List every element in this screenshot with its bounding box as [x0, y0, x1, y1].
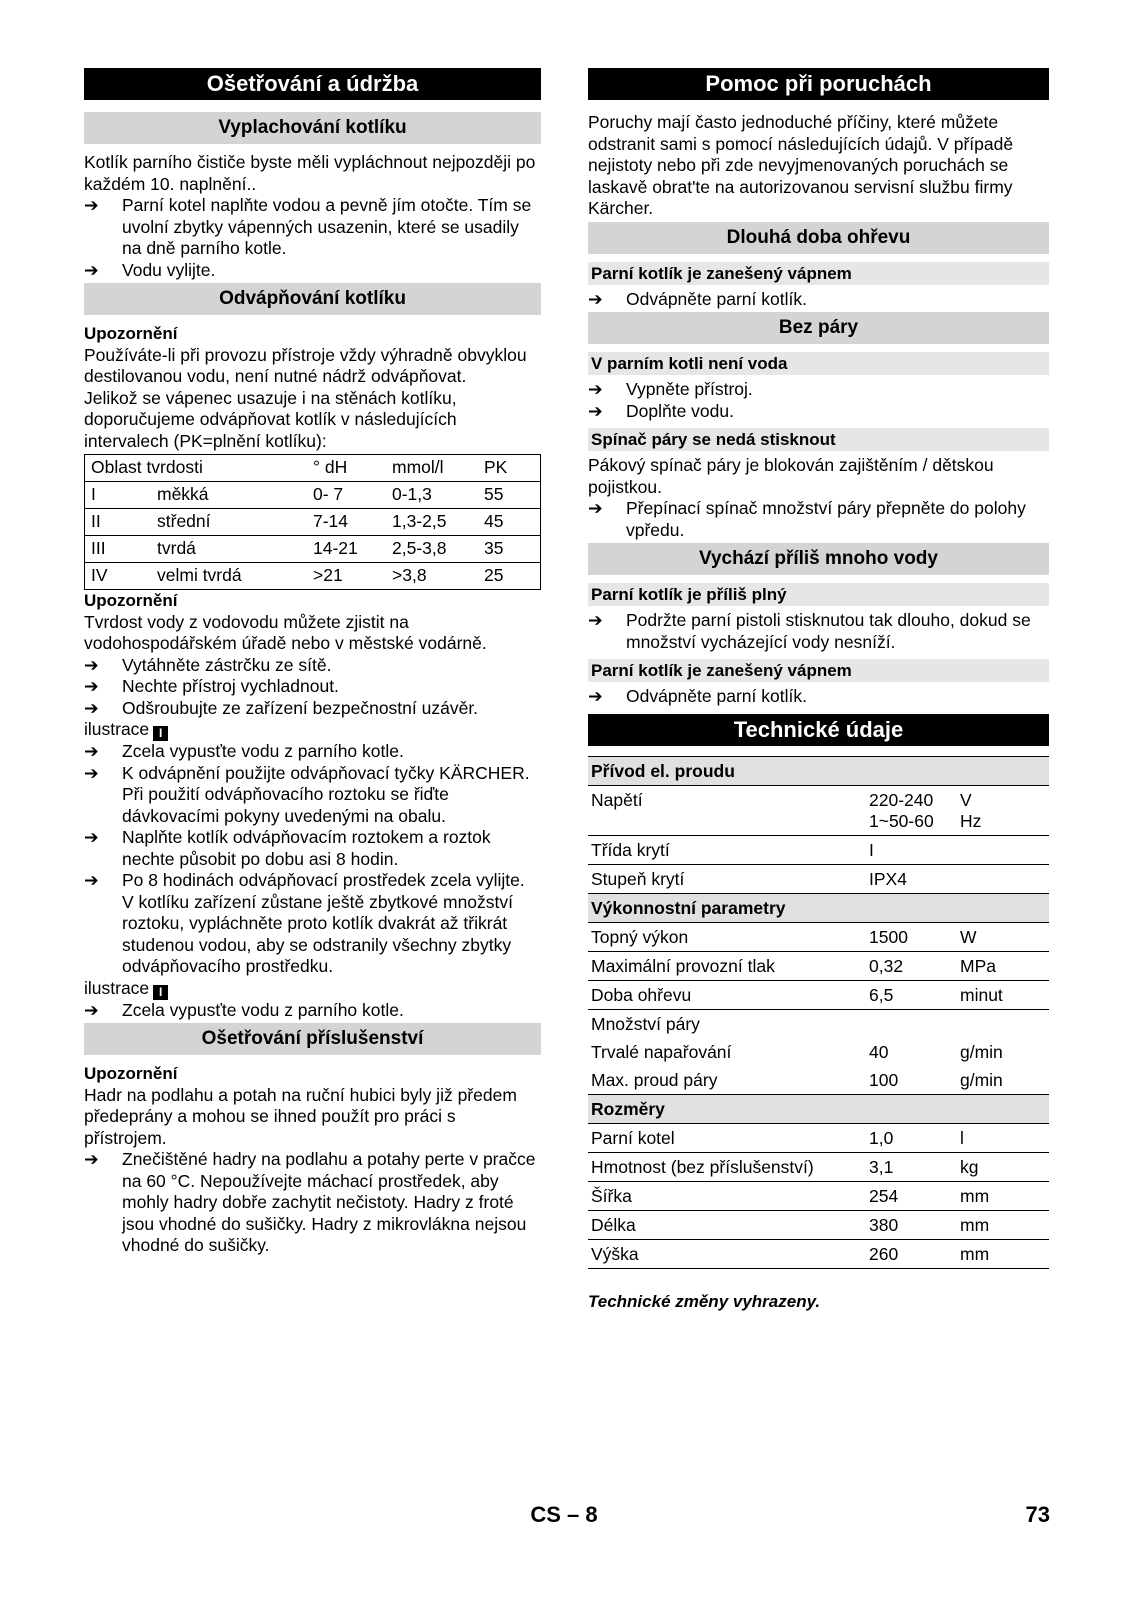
- table-row: Parní kotel 1,0 l: [588, 1123, 1049, 1152]
- list-item: ➔ Doplňte vodu.: [588, 400, 734, 421]
- table-row: Napětí 220-240 1~50-60 V Hz: [588, 785, 1049, 835]
- table-cell: 45: [478, 509, 541, 536]
- table-row: [85, 563, 541, 590]
- heading-no-steam: Bez páry: [588, 312, 1049, 344]
- note-text: Používáte-li při provozu přístroje vždy výhradně obvyklou destilovanou vodu, není nutné nádrž odvápňovat.: [84, 344, 527, 386]
- table-cell: velmi tvrdá: [151, 563, 307, 590]
- illustration-box-icon: I: [153, 726, 168, 741]
- technical-changes-note: Technické změny vyhrazeny.: [588, 1291, 821, 1311]
- list-item: ➔ Zcela vypusťte vodu z parního kotle.: [84, 999, 404, 1020]
- table-header: mmol/l: [386, 455, 478, 482]
- arrow-icon: ➔: [588, 400, 603, 421]
- note-title: Upozornění: [84, 324, 178, 343]
- arrow-icon: ➔: [588, 686, 603, 706]
- table-section-row: Výkonnostní parametry: [588, 893, 1049, 922]
- list-item: ➔ Naplňte kotlík odvápňovacím roztokem a roztok nechte působit po dobu asi 8 hodin.: [84, 827, 491, 869]
- list-item: ➔ Znečištěné hadry na podlahu a potahy perte v pračce na 60 °C. Nepoužívejte máchací prostředek, aby mohly hadry dobře zachytit nečistoty. Hadry z froté jsou vhodné do sušičky. Hadry z mikrovlákna nejsou vhodné do sušičky.: [84, 1149, 536, 1255]
- list-item: ➔ Nechte přístroj vychladnout.: [84, 676, 339, 696]
- table-row: [85, 509, 541, 536]
- table-header-row: [85, 455, 541, 482]
- page-number: 73: [1025, 1502, 1050, 1527]
- rinsing-intro: Kotlík parního čističe byste měli vypláchnout nejpozději po každém 10. naplnění..: [84, 152, 536, 194]
- table-cell: 14-21: [307, 536, 386, 563]
- section-title-technical-data: Technické údaje: [588, 714, 1049, 746]
- note-text: Tvrdost vody z vodovodu můžete zjistit na vodohospodářském úřadě nebo v městské vodárně.: [84, 611, 487, 653]
- table-row: Třída krytí I: [588, 835, 1049, 864]
- section-title-troubleshooting: Pomoc při poruchách: [588, 68, 1049, 100]
- subheading-cause: V parním kotli není voda: [588, 352, 1049, 375]
- arrow-icon: ➔: [84, 259, 99, 280]
- table-cell: >21: [307, 563, 386, 590]
- section-title-care: Ošetřování a údržba: [84, 68, 541, 100]
- table-cell: 0- 7: [307, 482, 386, 509]
- list-item: ➔ K odvápnění použijte odvápňovací tyčky KÄRCHER. Při použití odvápňovacího roztoku se řiďte dávkovacími pokyny uvedenými na obalu.: [84, 762, 530, 826]
- arrow-icon: ➔: [588, 498, 603, 518]
- table-row: Stupeň krytí IPX4: [588, 864, 1049, 893]
- table-header: PK: [478, 455, 541, 482]
- subheading-cause: Parní kotlík je zanešený vápnem: [588, 659, 1049, 682]
- arrow-icon: ➔: [84, 195, 99, 215]
- table-row: Max. proud páry 100 g/min: [588, 1066, 1049, 1095]
- list-item: ➔ Vypněte přístroj.: [588, 379, 753, 399]
- footer-section-label: CS – 8: [530, 1502, 598, 1527]
- arrow-icon: ➔: [588, 379, 603, 399]
- table-cell: tvrdá: [151, 536, 307, 563]
- note-title: Upozornění: [84, 1064, 178, 1083]
- list-item: ➔ Po 8 hodinách odvápňovací prostředek zcela vylijte. V kotlíku zařízení zůstane ještě zbytkové množství roztoku, vypláchněte proto kotlík dvakrát až třikrát studenou vodou, aby se odstranily všechny zbytky odvápňovacího prostředku.: [84, 870, 525, 976]
- table-cell: 7-14: [307, 509, 386, 536]
- heading-too-much-water: Vychází příliš mnoho vody: [588, 543, 1049, 575]
- left-column: [84, 68, 541, 1257]
- troubleshooting-intro: Poruchy mají často jednoduché příčiny, které můžete odstranit sami s pomocí následujících údajů. V případě nejistoty nebo při zde nevyjmenovaných poruchách se laskavě obrat'te na autorizovanou servisní službu firmy Kärcher.: [588, 112, 1014, 218]
- arrow-icon: ➔: [84, 741, 99, 761]
- subheading-cause: Parní kotlík je zanešený vápnem: [588, 262, 1049, 285]
- table-cell: II: [85, 509, 152, 536]
- table-cell: >3,8: [386, 563, 478, 590]
- table-cell: III: [85, 536, 152, 563]
- arrow-icon: ➔: [588, 288, 603, 309]
- list-item: ➔ Vytáhněte zástrčku ze sítě.: [84, 654, 332, 675]
- heading-rinsing: Vyplachování kotlíku: [84, 112, 541, 144]
- arrow-icon: ➔: [84, 676, 99, 696]
- table-row: [85, 536, 541, 563]
- table-row: Topný výkon 1500 W: [588, 922, 1049, 951]
- table-row: [85, 482, 541, 509]
- table-row: Trvalé napařování 40 g/min: [591, 1041, 1003, 1062]
- table-cell: 25: [478, 563, 541, 590]
- table-row: Délka 380 mm: [588, 1210, 1049, 1239]
- list-item: ➔ Zcela vypusťte vodu z parního kotle.: [84, 741, 404, 761]
- heading-descaling: Odvápňování kotlíku: [84, 283, 541, 315]
- list-item: ➔ Odvápněte parní kotlík.: [588, 288, 807, 309]
- table-cell: 1,3-2,5: [386, 509, 478, 536]
- illustration-ref: ilustrace I: [84, 978, 541, 1000]
- arrow-icon: ➔: [84, 1149, 99, 1169]
- illustration-box-icon: I: [153, 985, 168, 1000]
- table-row: Množství páry: [591, 1013, 700, 1034]
- list-item: ➔ Přepínací spínač množství páry přepněte do polohy vpředu.: [588, 498, 1026, 540]
- list-item: ➔ Vodu vylijte.: [84, 259, 216, 280]
- hardness-table: [84, 454, 541, 590]
- list-item: ➔ Odvápněte parní kotlík.: [588, 686, 807, 706]
- table-cell: 2,5-3,8: [386, 536, 478, 563]
- table-row: Výška 260 mm: [588, 1239, 1049, 1268]
- table-cell: IV: [85, 563, 152, 590]
- list-item: ➔ Podržte parní pistoli stisknutou tak dlouho, dokud se množství vycházející vody nesníží.: [588, 610, 1031, 652]
- table-section-row: Přívod el. proudu: [588, 756, 1049, 785]
- arrow-icon: ➔: [84, 654, 99, 675]
- arrow-icon: ➔: [588, 610, 603, 630]
- table-header: ° dH: [307, 455, 386, 482]
- subheading-cause: Parní kotlík je příliš plný: [588, 583, 1049, 606]
- table-row: Doba ohřevu 6,5 minut: [588, 980, 1049, 1009]
- table-section-row: Rozměry: [588, 1094, 1049, 1123]
- cause-text: Pákový spínač páry je blokován zajištěním / dětskou pojistkou.: [588, 455, 994, 497]
- arrow-icon: ➔: [84, 999, 99, 1020]
- subheading-cause: Spínač páry se nedá stisknout: [588, 428, 1049, 451]
- arrow-icon: ➔: [84, 762, 99, 783]
- note-text: Hadr na podlahu a potah na ruční hubici byly již předem předeprány a mohou se ihned použít pro práci s přístrojem.: [84, 1084, 517, 1148]
- table-cell: 35: [478, 536, 541, 563]
- table-cell: střední: [151, 509, 307, 536]
- table-cell: měkká: [151, 482, 307, 509]
- table-row: Maximální provozní tlak 0,32 MPa: [588, 951, 1049, 980]
- arrow-icon: ➔: [84, 697, 99, 718]
- illustration-ref: ilustrace I: [84, 719, 541, 741]
- table-cell: 55: [478, 482, 541, 509]
- heading-accessories: Ošetřování příslušenství: [84, 1023, 541, 1055]
- list-item: ➔ Parní kotel naplňte vodou a pevně jím otočte. Tím se uvolní zbytky vápenných usazenin, které se usadily na dně parního kotle.: [84, 195, 532, 258]
- table-row: Hmotnost (bez příslušenství) 3,1 kg: [588, 1152, 1049, 1181]
- table-cell: 0-1,3: [386, 482, 478, 509]
- note-title: Upozornění: [84, 591, 178, 610]
- heading-long-heating: Dlouhá doba ohřevu: [588, 222, 1049, 254]
- technical-data-table: [588, 756, 1049, 1269]
- arrow-icon: ➔: [84, 827, 99, 847]
- table-header: Oblast tvrdosti: [85, 455, 308, 482]
- table-cell: I: [85, 482, 152, 509]
- descaling-paragraph: Jelikož se vápenec usazuje i na stěnách kotlíku, doporučujeme odvápňovat kotlík v následujících intervalech (PK=plnění kotlíku):: [84, 387, 457, 451]
- right-column: [588, 68, 1049, 1312]
- table-row: Šířka 254 mm: [588, 1181, 1049, 1210]
- list-item: ➔ Odšroubujte ze zařízení bezpečnostní uzávěr.: [84, 697, 479, 718]
- arrow-icon: ➔: [84, 870, 99, 890]
